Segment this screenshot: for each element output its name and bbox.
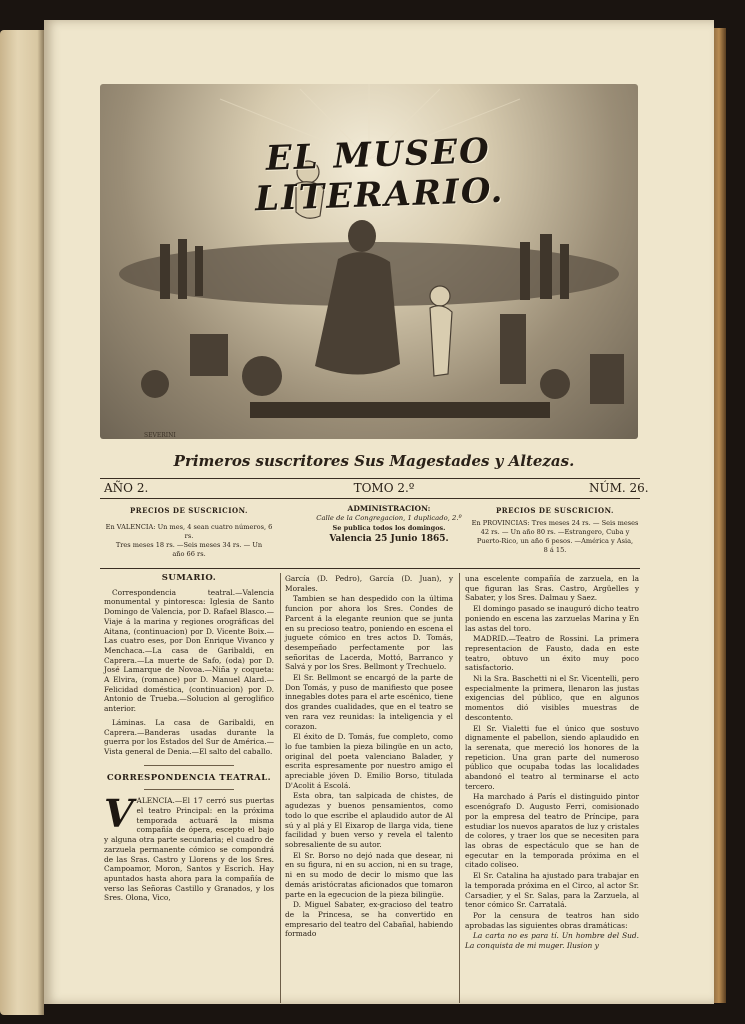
left-page-edge (0, 30, 44, 1015)
correspondencia-title: CORRESPONDENCIA TEATRAL. (106, 772, 272, 783)
publication-schedule: Se publica todos los domingos. (332, 524, 446, 532)
sumario-laminas: Láminas. La casa de Garibaldi, en Caprera.—Banderas usadas durante la guerra por los Estados del Sur de América.—Vista general de Denia.—El salto del caballo. (104, 717, 274, 756)
top-rule (100, 478, 640, 479)
article-paragraph: El Sr. Bellmont se encargó de la parte de Don Tomás, y puso de manifiesto que posee innegables dotes para el arte escénico, tiene dos grandes cualidades, que en el teatro se ven rara vez reunidas: la inteligencia y el corazon. (285, 673, 453, 731)
prices-left-line: En VALENCIA: Un mes, 4 sean cuatro números, 6 rs. (105, 523, 273, 540)
prices-left (104, 506, 274, 559)
article-paragraph: García (D. Pedro), García (D. Juan), y Morales. (285, 574, 453, 593)
column-3 (465, 574, 639, 952)
newspaper-page (44, 20, 714, 1004)
section-divider (144, 789, 234, 790)
correspondencia-body: ALENCIA.—El 17 cerró sus puertas el teatro Principal: en la próxima temporada actuará la misma compañía de ópera, escepto el bajo y alguna otra parte secundaria; el cuadro de zarzuela permanente cómico se compondrá de las Sras. Castro y Llorens y de los Sres. Campoamor, Moron, Santos y Escrich. Hay apuntados hasta ahora para la compañía de verso las Señoras Castillo y Granados, y los Sres. Olona, Vico, (104, 796, 274, 903)
article-paragraph: una escelente compañía de zarzuela, en la que figuran las Sras. Castro, Argüelles y Sabater, y los Sres. Dalmau y Saez. (465, 574, 639, 603)
article-paragraph: La carta no es para tí. Un hombre del Sud. La conquista de mi muger. Ilusion y (465, 931, 639, 951)
prices-right-line: En PROVINCIAS: Tres meses 24 rs. — Seis meses (471, 519, 639, 527)
administration-title: ADMINISTRACION: (347, 504, 431, 513)
column-divider-1 (280, 573, 281, 1003)
article-paragraph: Esta obra, tan salpicada de chistes, de agudezas y buenos pensamientos, como todo lo que escribe el aplaudido autor de Al sú y al plá y El Eixarop de llarga vida, tiene facilidad y buen verso y revela el talento sobresaliente de su autor. (285, 791, 453, 849)
prices-right-title: PRECIOS DE SUSCRICION. (496, 506, 614, 515)
body-top-rule (100, 568, 640, 569)
prices-right-line: 8 á 15. (543, 546, 567, 554)
masthead-subtitle: Primeros suscritores Sus Magestades y Altezas. (173, 452, 575, 470)
year-label: AÑO 2. (104, 481, 149, 495)
article-paragraph: El éxito de D. Tomás, fue completo, como lo fue tambien la pieza bilingüe en un acto, original del poeta valenciano Balader, y escrita espresamente por nuestro amigo el apreciable jóven D. Emilio Borso, titulada D'Acolit á Escolá. (285, 732, 453, 790)
administration-address: Calle de la Congregacion, 1 duplicado, 2.º (316, 514, 462, 522)
article-paragraph: D. Miguel Sabater, ex-gracioso del teatro de la Princesa, se ha convertido en empresario del teatro del Cabañal, habiendo formado (285, 900, 453, 939)
right-book-edge (712, 28, 726, 1003)
prices-right-line: 42 rs. — Un año 80 rs. —Estrangero, Cuba y (480, 528, 630, 536)
column-1 (104, 574, 274, 903)
administration-box (289, 504, 489, 546)
column-2 (285, 574, 453, 940)
article-paragraph: El Sr. Borso no dejó nada que desear, ni en su figura, ni en su accion, ni en su trage, ni en su modo de decir lo mismo que las demás aristócratas aficionados que tomaron parte en la egecucion de la pieza bilingüe. (285, 850, 453, 899)
dropcap-letter: V (104, 791, 134, 837)
column-divider-2 (459, 573, 460, 1003)
masthead-title: EL MUSEO LITERARIO. (254, 131, 505, 220)
prices-left-line: año 66 rs. (172, 550, 206, 558)
prices-left-line: Tres meses 18 rs. —Seis meses 34 rs. — Un (115, 541, 263, 549)
article-paragraph: El Sr. Catalina ha ajustado para trabajar en la temporada próxima en el Circo, al actor Sr. Carsadier, y el Sr. Salas, para la Zarzuela, al tenor cómico Sr. Carratalá. (465, 871, 639, 910)
sumario-title: SUMARIO. (161, 573, 217, 583)
sumario-contents: Correspondencia teatral.—Valencia monumental y pintoresca: Iglesia de Santo Domingo de Valencia, por D. Rafael Blasco.—Viaje á la marina y regiones orográficas del Aitana, (continuacion) por D. Vicente Boix.—Las cuatro eses, por Don Enrique Vivanco y Menchaca.—La casa de Garibaldi, en Caprera.—La muerte de Safo, (oda) por D. José Lamarque de Novoa.—Niña y coqueta: A Elvira, (romance) por D. Manuel Alard.—Felicidad doméstica, (continuacion) por D. Antonio de Trueba.—Solucion al geroglifico anterior. (104, 587, 274, 714)
article-paragraph: Ni la Sra. Baschetti ni el Sr. Vicentelli, pero especialmente la primera, llenaron las justas exigencias del público, que en algunos momentos dió visibles muestras de descontento. (465, 674, 639, 722)
volume-label: TOMO 2.º (353, 481, 415, 495)
issue-date: Valencia 25 Junio 1865. (329, 534, 449, 544)
pedestal (250, 402, 550, 418)
issue-number: NÚM. 26. (589, 481, 649, 495)
article-paragraph: El Sr. Vialetti fue el único que sostuvo dignamente el pabellon, siendo aplaudido en la serenata, que mereció los honores de la repeticion. Una gran parte del numeroso público que ocupaba todas las localidades abandonó el teatro al terminarse el acto tercero. (465, 723, 639, 791)
section-divider (144, 765, 234, 766)
article-paragraph: MADRID.—Teatro de Rossini. La primera representacion de Fausto, dada en este teatro, obtuvo un éxito muy poco satisfactorio. (465, 634, 639, 673)
prices-right (469, 506, 641, 555)
article-paragraph: Ha marchado á París el distinguido pintor escenógrafo D. Augusto Ferri, comisionado por la empresa del teatro de Príncipe, para estudiar los nuevos aparatos de luz y cristales de colores, y traer los que se necesiten para las obras de espectáculo que se han de egecutar en la temporada próxima en el citado coliseo. (465, 792, 639, 870)
mid-rule (100, 498, 640, 499)
article-paragraph: Tambien se han despedido con la última funcion por ahora los Sres. Condes de Parcent á la elegante reunion que se junta en su precioso teatro, poniendo en escena el juguete cómico en tres actos D. Tomás, desempeñado perfectamente por las señoritas de Lacerda, Mottó, Barranco y Salvá y por los Sres. Bellmont y Trechuelo. (285, 594, 453, 672)
engraver-signature: SEVERINI (144, 432, 176, 439)
prices-left-title: PRECIOS DE SUSCRICION. (130, 506, 248, 515)
article-paragraph: Por la censura de teatros han sido aprobadas las siguientes obras dramáticas: (465, 910, 639, 930)
article-paragraph: El domingo pasado se inauguró dicho teatro poniendo en escena las zarzuelas Marina y En las astas del toro. (465, 604, 639, 633)
prices-right-line: Puerto-Rico, un año 6 pesos. —América y Asia, (476, 537, 634, 545)
